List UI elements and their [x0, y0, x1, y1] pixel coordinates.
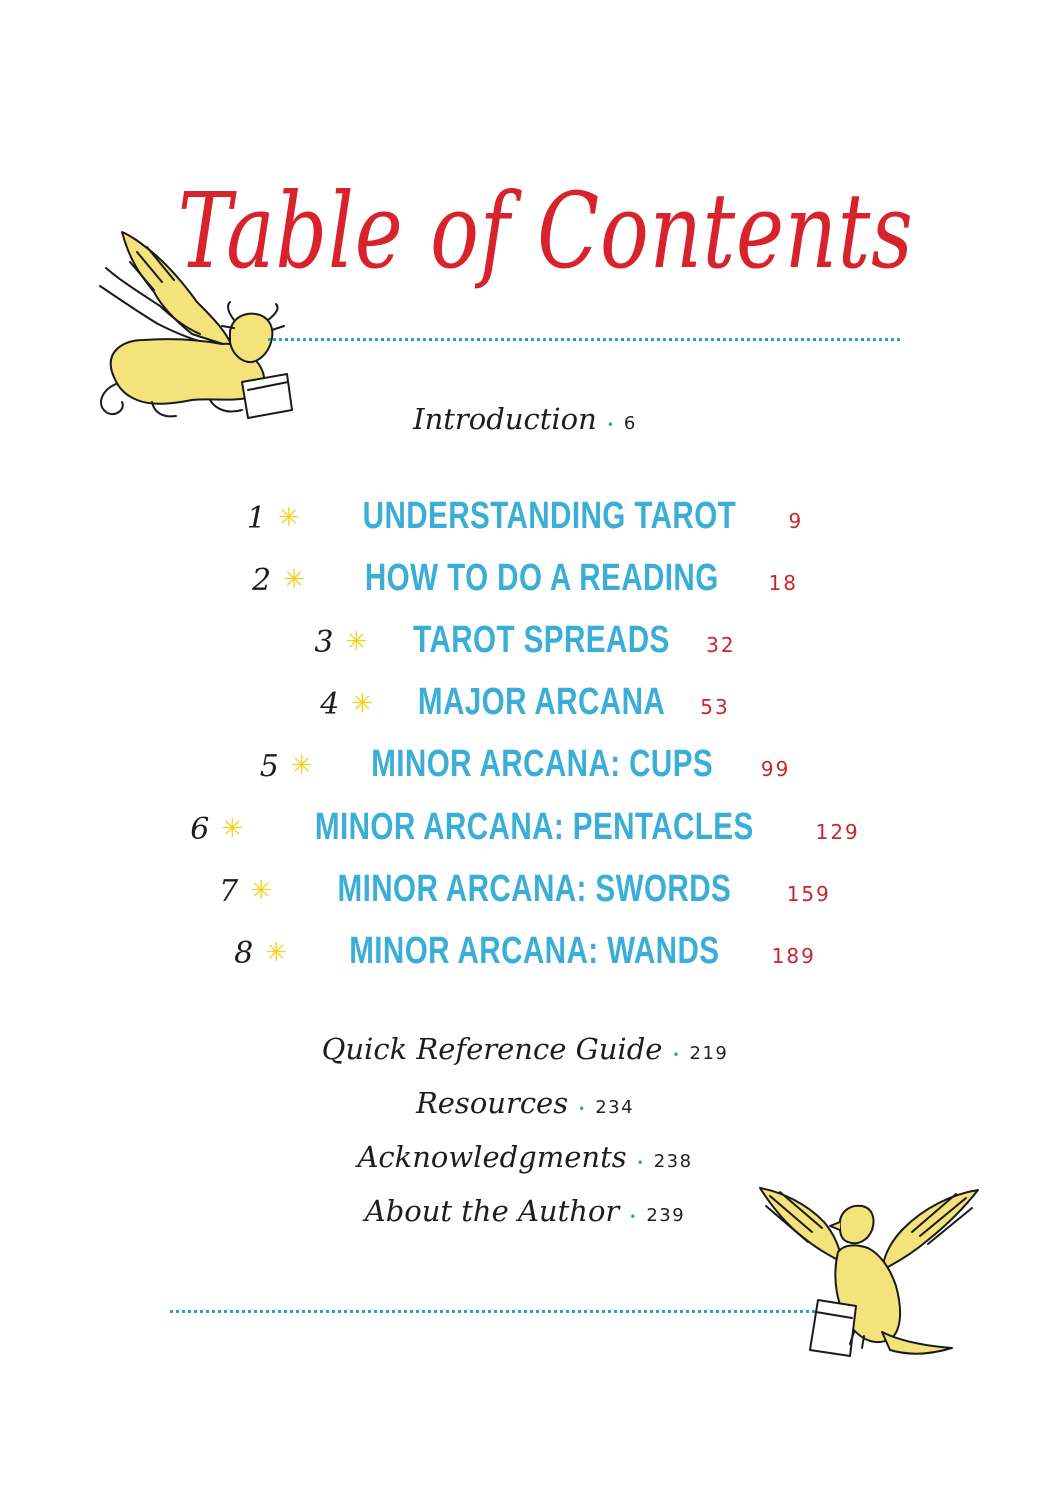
page-title: Table of Contents [177, 170, 914, 292]
chapter-number: 4 [320, 687, 340, 722]
toc-entry-name: About the Author [364, 1194, 620, 1228]
toc-chapter-5[interactable] [0, 743, 1050, 786]
separator-dot: • [672, 1047, 680, 1062]
chapter-name: HOW TO DO A READING [364, 557, 719, 599]
toc-chapter-6[interactable] [0, 806, 1050, 849]
chapter-page: 189 [771, 944, 816, 968]
star-icon: ✳ [345, 627, 368, 657]
star-icon: ✳ [250, 876, 273, 906]
chapter-number: 2 [252, 563, 272, 598]
chapter-number: 3 [314, 625, 334, 660]
separator-dot: • [629, 1209, 637, 1224]
chapter-name: MINOR ARCANA: PENTACLES [314, 806, 754, 848]
toc-entry-name: Resources [415, 1086, 569, 1120]
chapter-name: MINOR ARCANA: WANDS [349, 930, 720, 972]
chapter-page: 99 [760, 757, 791, 781]
toc-entry-name: Acknowledgments [357, 1140, 627, 1174]
chapter-name: UNDERSTANDING TAROT [362, 495, 736, 537]
eagle-icon [752, 1182, 984, 1372]
chapter-number: 6 [190, 812, 210, 847]
chapter-page: 159 [786, 882, 831, 906]
star-icon: ✳ [265, 938, 288, 968]
star-icon: ✳ [221, 814, 244, 844]
toc-entry-page: 234 [595, 1097, 635, 1118]
toc-chapter-2[interactable] [0, 557, 1050, 600]
chapter-page: 129 [815, 820, 860, 844]
toc-entry-acknowledgments[interactable] [0, 1140, 1050, 1174]
top-dotted-divider [268, 338, 900, 341]
bottom-dotted-divider [170, 1310, 815, 1313]
toc-chapter-8[interactable] [0, 930, 1050, 973]
star-icon: ✳ [277, 503, 300, 533]
toc-chapter-1[interactable] [0, 495, 1050, 538]
toc-entry-page: 219 [689, 1043, 729, 1064]
toc-chapter-3[interactable] [0, 619, 1050, 662]
toc-entry-page: 6 [623, 413, 637, 434]
chapter-name: MAJOR ARCANA [418, 681, 666, 723]
toc-entry-name: Quick Reference Guide [321, 1032, 663, 1066]
toc-entry-resources[interactable] [0, 1086, 1050, 1120]
chapter-number: 7 [219, 874, 239, 909]
star-icon: ✳ [351, 689, 374, 719]
toc-entry-page: 239 [646, 1205, 686, 1226]
chapter-name: MINOR ARCANA: CUPS [370, 743, 713, 785]
chapter-page: 9 [788, 509, 804, 533]
chapter-page: 32 [706, 633, 736, 657]
separator-dot: • [636, 1155, 644, 1170]
chapter-page: 18 [768, 571, 798, 595]
star-icon: ✳ [290, 751, 313, 781]
star-icon: ✳ [283, 565, 305, 595]
toc-entry-introduction[interactable] [0, 402, 1050, 436]
toc-entry-page: 238 [653, 1151, 693, 1172]
chapter-number: 1 [246, 501, 266, 536]
chapter-page: 53 [700, 695, 730, 719]
chapter-name: MINOR ARCANA: SWORDS [337, 868, 732, 910]
toc-entry-name: Introduction [413, 402, 597, 436]
toc-entry-quick-reference-guide[interactable] [0, 1032, 1050, 1066]
toc-chapter-7[interactable] [0, 868, 1050, 911]
chapter-number: 5 [259, 749, 279, 784]
separator-dot: • [606, 417, 614, 432]
toc-chapter-4[interactable] [0, 681, 1050, 724]
chapter-number: 8 [234, 936, 254, 971]
separator-dot: • [578, 1101, 586, 1116]
chapter-name: TAROT SPREADS [413, 619, 670, 661]
